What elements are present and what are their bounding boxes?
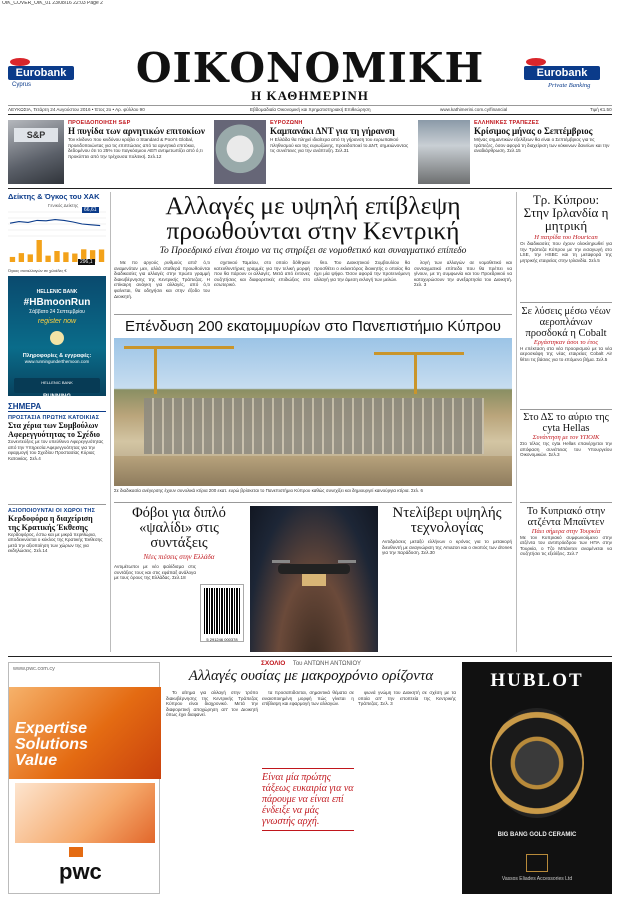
pwc-logo-icon <box>69 847 83 857</box>
moonrun-tag: #HBmoonRun <box>23 297 91 308</box>
volume-bar <box>10 257 15 262</box>
masthead-subtitle: Η ΚΑΘΗΜΕΡΙΝΗ <box>251 88 369 103</box>
dealer-logo-icon <box>526 854 548 872</box>
volume-bar <box>72 254 77 262</box>
right-story-body: Οι διαδικασίες που έχουν ολοκληρωθεί για την Τράπεζα Κύπρου με την εισαγωγή στο LSE, την HSBC και τη μεταφορά της μητρικής εταιρείας στην Ιρλανδία. Σελ.5 <box>520 241 612 263</box>
index-line <box>10 220 100 226</box>
sp-photo: S&P <box>8 120 64 184</box>
right-story[interactable] <box>520 412 612 499</box>
pwc-graphic-2 <box>15 783 155 843</box>
university-construction-photo <box>114 338 512 486</box>
hublot-dealer: Vassos Eliades Accessories Ltd <box>501 876 573 882</box>
dateline: ΛΕΥΚΩΣΙΑ, Τετάρτη 24 Αυγούστου 2016 • Έτος 2ο • Αρ. φύλλου 90 <box>8 107 145 112</box>
volume-bar <box>99 249 104 262</box>
hublot-model: BIG BANG GOLD CERAMIC <box>497 832 577 838</box>
eurobank-brand: Eurobank <box>8 66 74 80</box>
running-logo <box>14 378 100 400</box>
top-story-kicker: ΕΥΡΟΖΩΝΗ <box>270 120 303 126</box>
top-story-body: Μήνας σημαντικών εξελίξεων θα είναι ο Σεπτέμβριος για τις τράπεζες, όσον αφορά τη διαχείριση των κόκκινων δανείων και την αναδιάρθρωση. Σελ.15 <box>474 137 610 154</box>
moon-icon <box>50 331 64 345</box>
hublot-logo: HUBLOT <box>490 670 584 691</box>
today-headline[interactable]: Στα χέρια των Συμβούλων Αφερεγγυότητας το Σχέδιο <box>8 421 100 439</box>
masthead-title: ΟΙΚΟΝΟΜΙΚΗ <box>135 44 485 92</box>
right-story[interactable] <box>520 193 612 299</box>
lead-deck: Το Προεδρικό είναι έτοιμο να τις στηρίξει σε νομοθετικό και συναγματικό επίπεδο <box>159 246 467 256</box>
pwc-ad[interactable] <box>8 662 160 894</box>
top-story-kicker: ΕΛΛΗΝΙΚΕΣ ΤΡΑΠΕΖΕΣ <box>474 120 540 126</box>
top-story-headline: Κρίσιμος μήνας ο Σεπτέμβριος <box>474 126 593 136</box>
right-story-headline: Το Κυπριακό στην ατζέντα Μπαϊντεν <box>526 505 606 528</box>
right-story-deck: Εργάστηκαν άσοι το έτος <box>533 338 599 346</box>
index-box <box>8 192 106 266</box>
drones-body: Αντιδράσεις μεταξύ ελλήνων ο κρόνος για το μετακορή διευθυντή με αναγνώριση της Amazon και ο σκοπός των drones για την παράδοση. Σελ.30 <box>382 539 512 556</box>
moonrun-url[interactable]: www.runningunderthemoon.com <box>24 359 90 364</box>
pwc-line: Value <box>15 752 58 769</box>
right-column <box>520 193 612 601</box>
drones-headline: Ντελίβερι υψηλής τεχνολογίας <box>392 505 502 536</box>
moonrun-cta[interactable]: register now <box>37 318 77 325</box>
comment-pullquote: Είναι μία πρώτης τάξεως ευκαιρία για να πάρουμε να είναι επί ένδειξε να μάς γνωστής αρχή. <box>262 768 354 831</box>
top-story-body: Τον κίνδυνο που κινδύνου κρύβει ο Standard & Poor's Global, προειδοποιώντας για τις επιπτώσεις από τα αρνητικά επιτόκια, δεδομένου ότι το 25% του παγκόσμιου ΑΕΠ αντιμετωπίζει από ό,τι προκύπτει από την τρέχουσα πολιτική. Σελ.12 <box>68 137 203 159</box>
eurobank-sub: Cyprus <box>12 82 32 88</box>
moonrun-org: HELLENIC BANK <box>36 289 78 295</box>
moonrun-info: Πληροφορίες & εγγραφές: <box>22 353 92 359</box>
lead-headline[interactable]: Αλλαγές με υψηλή επίβλεψη προωθούνται στην Κεντρική <box>165 191 461 245</box>
photo-story-headline[interactable]: Επένδυση 200 εκατομμυρίων στο Πανεπιστήμιο Κύπρου <box>124 318 502 335</box>
top-story-headline: Καμπανάκι ΔΝΤ για τη γήρανση <box>270 126 395 136</box>
drone-photo <box>250 506 378 652</box>
photo-caption: Σε διαδικασία ανέγερσης έχουν συνολικά κτίρια 200 εκατ. ευρώ βρίσκεται το Πανεπιστήμιο Κύπρου καθώς συνεχίζει και δημιουργεί καινούργια κτίρια. Σελ. 6 <box>114 488 424 493</box>
right-masthead-ad[interactable] <box>524 58 612 89</box>
tagline: Εβδομαδιαία Οικονομική και Χρηματιστηριακή Επιθεώρηση <box>250 107 371 112</box>
comment-headline[interactable]: Αλλαγές ουσίας με μακροχρόνιο ορίζοντα <box>188 668 434 684</box>
comment-header <box>166 660 456 667</box>
lead-body: λογή των αλλαγών σε νομοθετικό και συνταγματικό επίπεδο που θα πρέπει να γίνουν, με τη συμφωνία και του Προεδρικού να κατοχυρώσουν την ανεξαρτησία του Διοικητή. Σελ. 3 <box>414 260 512 288</box>
pensions-headline: Φόβοι για διπλό «ψαλίδι» στις συντάξεις <box>132 505 226 551</box>
volume-label: 296,1 <box>80 259 93 265</box>
pwc-line: Expertise <box>15 720 88 737</box>
hublot-ad[interactable] <box>462 662 612 894</box>
volume-bar <box>37 240 42 262</box>
today-headline[interactable]: Κερδοφόρα η διαχείριση της Κρατικής Έκθεσης <box>8 513 93 532</box>
right-story[interactable] <box>520 506 612 601</box>
right-story-deck: Συνάντηση με τον ΥΠΟΙΚ <box>532 434 600 441</box>
volume-bar <box>45 256 50 262</box>
pensions-deck: Νέες πιέσεις στην Ελλάδα <box>143 553 215 561</box>
right-story-headline: Στο ΔΣ το αύριο της cyta Hellas <box>523 412 609 434</box>
index-footer: Όγκος συναλλαγών σε χιλιάδες € <box>8 268 67 273</box>
right-story-body: Με τον Κυπριακό συμφωνούμενο στην ατζέντα του αντιπρόεδρου των ΗΠΑ στην Τουρκία, ο Τζο Μπάιντεν αναμένεται να συζητήσει τις εξελίξεις. Σελ.7 <box>520 534 612 557</box>
right-story[interactable] <box>520 306 612 406</box>
pwc-logo: pwc <box>59 859 102 884</box>
right-story-body: Στο τέλος της cyta Hellas επανέρχεται την απόφαση συνέπειας του Υπουργείου Οικονομικών. Σελ.3 <box>520 441 612 458</box>
volume-bar <box>54 251 59 262</box>
top-story-3[interactable] <box>474 120 612 182</box>
top-story-body: Η Ελλάδα θα πληγεί ιδιαίτερα από τη γήρανση του ευρωπαϊκού πληθυσμού και της ευρωζώνης, προειδοποιεί το ΔΝΤ, σημειώνοντας τις συνέπειες για την ανάπτυξη. Σελ.31 <box>270 137 409 154</box>
barcode <box>200 584 244 642</box>
comment-body: φωνά γνώμη του Διοικητή σε σχέση με τα οποία απ' την εποπτεία της Κεντρικής Τράπεζας. Σελ. 3 <box>358 690 456 707</box>
comment-author: Του ΑΝΤΩΝΗ ΑΝΤΩΝΙΟΥ <box>292 661 362 667</box>
moonrun-ad[interactable] <box>8 276 106 400</box>
volume-bar <box>63 252 68 262</box>
today-title: ΣΗΜΕΡΑ <box>8 402 106 412</box>
site-url[interactable]: www.kathimerini.com.cy/financial <box>440 107 508 112</box>
comment-body: τα προσαπιδσεται, σημαντικά θέματα σε ενιαιοποιημένη μορφή πώς γίνεται η επίβλεψη και εφαρμογή των αλλαγών. <box>262 690 354 707</box>
today-body: Συνεντεύξεις με τον υπεύθυνο Αφερεγγυότητας από την Υπηρεσία Αφερεγγυότητας για την εφαρμογή του Σχεδίου Προστασίας Κύριας Κατοικίας. Σελ.4 <box>8 439 104 461</box>
running-tag: RUNNING <box>43 394 71 400</box>
volume-bar <box>19 253 24 262</box>
comment-body: Το αίτημα για αλλαγή στην τρόπο διακυβέρνησης της Κεντρικής Τράπεζας Κύπρου είναι διαχρονικό. Μετά την διαφορετική αποχώρηση απ' τον Διοικητή όπως έχει διαφανεί. <box>166 690 258 718</box>
eurobank-brand: Eurobank <box>524 66 600 80</box>
lead-body: σχετικού Ταμείου, στο οποίο δόθηκαν κατευθυντήριες γραμμές για την τελική μορφή που θα πάρουν οι αλλαγές. Μετά από έντονες συζητήσεις και διαφορετικές επιδιώξεις στο εσωτερικό. <box>214 260 310 288</box>
volume-bar <box>28 254 33 262</box>
right-story-deck: Πάει σήμερα στην Τουρκία <box>531 527 601 535</box>
today-box <box>8 402 106 600</box>
pensions-body: Αντιμέτωποι με νέο ψαλίδισμα στις συντάξεις τους και στις εφάπαξ ανάλογα με τους όρους της Ελλάδας. Σελ.18 <box>114 564 196 581</box>
index-title: Δείκτης & Όγκος του ΧΑΚ <box>8 192 100 201</box>
price: Τιμή €1.50 <box>590 107 612 112</box>
right-story-body: Η επέκταση στα νέα προορισμού με τα νέα αεροσκάφη της νέας εταιρείας Cobalt Air θέτει τις βάσεις για το επόμενο βήμα. Σελ.5 <box>520 345 612 362</box>
bank-photo <box>418 120 470 184</box>
print-header: OIK_COVER_OIK_01 23/08/16 22:03 Page 2 <box>2 1 103 6</box>
top-story-kicker: ΠΡΟΕΙΔΟΠΟΙΗΣΗ S&P <box>68 120 131 126</box>
pwc-taglines <box>15 721 88 769</box>
pwc-url[interactable]: www.pwc.com.cy <box>13 666 55 672</box>
index-chart <box>8 208 106 266</box>
today-body: Κερδοφόρος, έστω και με μικρά περιθώρια, αποδεικνύεται ο κύκλος της Κρατικής Έκθεσης μετά την αξιοποίηση των χώρων της για εκδηλώσεις. Σελ.14 <box>8 531 103 554</box>
drones-story[interactable] <box>382 506 512 629</box>
pwc-line: Solutions <box>15 736 88 753</box>
top-story-1[interactable] <box>68 120 208 182</box>
index-last-label: 66,61 <box>84 207 97 213</box>
today-kicker: ΑΞΙΟΠΟΙΟΥΝΤΑΙ ΟΙ ΧΩΡΟΙ ΤΗΣ <box>8 507 96 514</box>
right-story-headline: Σε λύσεις μέσω νέων αεροπλάνων προσδοκά η Cobalt <box>521 305 611 339</box>
imf-photo <box>214 120 266 184</box>
moonrun-date: Σάββατο 24 Σεπτεμβρίου <box>29 309 85 315</box>
eurobank-logo-icon <box>526 58 546 66</box>
index-sub: Γενικός Δείκτης <box>48 203 79 208</box>
watch-icon <box>490 708 584 818</box>
barcode-number: 5 291246 000378 <box>206 637 238 642</box>
lead-body: Με πο αργούς ρυθμούς από' ό,τι αναμενόταν μεν, αλλά σταθερά προωθούνται διαδικασίες για αλλαγές στην πρώτο γραμμή διακυβέρνησης της Κεντρικής Τράπεζας. Η επίκαιρη ανάγκη για αλλαγές, από ό,τι φαίνεται, θα οδηγήσει και στην έξοδο του Διοικητή. <box>114 260 210 299</box>
right-story-deck: Η πατρίδα του Hourican <box>534 234 598 241</box>
top-story-2[interactable] <box>270 120 412 182</box>
lead-body: θεο. Του Διοικητικού Συμβουλίου θα προσθέτει ο εκλεκτόρος διοικητής ο οποίος θα έχει μία ψήφο. Όσον αφορά την προτεινόμενη αλλαγή για την άμεση εκλογή των μελών. <box>314 260 410 282</box>
running-org: HELLENIC BANK <box>41 380 73 385</box>
today-kicker: ΠΡΟΣΤΑΣΙΑ ΠΡΩΤΗΣ ΚΑΤΟΙΚΙΑΣ <box>8 415 100 421</box>
top-story-headline: Η πυγίδα των αρνητικών επιτοκίων <box>68 126 205 136</box>
right-story-headline: Τρ. Κύπρου: Στην Ιρλανδία η μητρική <box>523 192 609 233</box>
comment-kicker: ΣΧΟΛΙΟ <box>260 660 286 667</box>
private-banking: Private Banking <box>548 82 591 89</box>
